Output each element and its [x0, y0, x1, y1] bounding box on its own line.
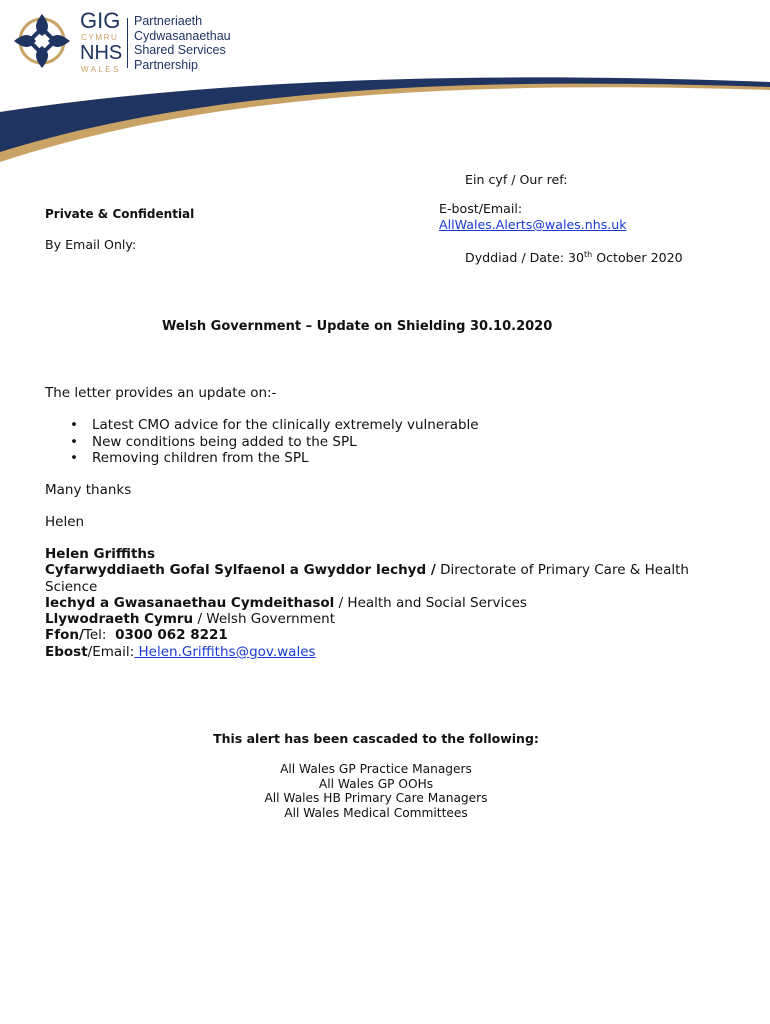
government-welsh: Llywodraeth Cymru — [45, 611, 194, 628]
date-line — [465, 250, 683, 265]
date-sup: th — [583, 250, 593, 259]
date-label: Dyddiad / Date: 30 — [465, 250, 584, 266]
our-ref-label: Ein cyf / Our ref: — [465, 172, 568, 187]
logo-line: Cydwasanaethau — [134, 28, 231, 43]
cascade-heading: This alert has been cascaded to the following: — [213, 731, 539, 746]
logo-nhs: NHS — [80, 42, 123, 64]
signature-name: Helen Griffiths — [45, 546, 156, 562]
tel-welsh: Ffon/ — [45, 627, 84, 644]
private-confidential: Private & Confidential — [45, 207, 195, 221]
date-rest: October 2020 — [592, 250, 683, 266]
by-email-only: By Email Only: — [45, 237, 137, 252]
department-english: / Health and Social Services — [334, 594, 527, 611]
logo-line: Partnership — [134, 57, 198, 72]
thanks-text: Many thanks — [45, 482, 132, 498]
government-english: / Welsh Government — [193, 611, 335, 628]
list-item: • New conditions being added to the SPL — [45, 434, 479, 451]
intro-text: The letter provides an update on:- — [45, 385, 277, 401]
directorate-welsh: Cyfarwyddiaeth Gofal Sylfaenol a Gwyddor Iechyd / — [45, 562, 436, 579]
email-label: E-bost/Email: — [439, 201, 523, 216]
logo-line: Partneriaeth — [134, 14, 203, 28]
signature-email-link[interactable]: Helen.Griffiths@gov.wales — [134, 643, 316, 660]
tel-number: 0300 062 8221 — [115, 627, 228, 644]
letter-title: Welsh Government – Update on Shielding 30.10.2020 — [162, 319, 553, 334]
recipient: All Wales GP Practice Managers — [280, 762, 472, 776]
logo-wales: WALES — [81, 65, 121, 74]
logo-gig: GIG — [80, 8, 121, 33]
recipient: All Wales GP OOHs — [318, 776, 434, 791]
list-item: • Removing children from the SPL — [45, 450, 479, 467]
recipient: All Wales Medical Committees — [284, 805, 468, 820]
update-list — [45, 417, 479, 467]
directorate-english: Directorate of Primary Care & Health Science — [45, 562, 689, 595]
signature-block — [45, 546, 705, 660]
alerts-email-link[interactable]: AllWales.Alerts@wales.nhs.uk — [439, 217, 627, 232]
email-welsh: Ebost — [45, 643, 88, 660]
list-item: • Latest CMO advice for the clinically extremely vulnerable — [45, 417, 479, 434]
department-welsh: Iechyd a Gwasanaethau Cymdeithasol — [45, 594, 335, 611]
recipient: All Wales HB Primary Care Managers — [264, 791, 488, 806]
signoff-name: Helen — [45, 514, 85, 530]
logo-line: Shared Services — [134, 43, 226, 57]
logo-cymru: CYMRU — [81, 33, 119, 42]
email-label: /Email: — [87, 643, 135, 660]
header-swoosh — [0, 57, 770, 170]
cascade-list — [0, 762, 752, 820]
tel-label: Tel: — [83, 627, 116, 644]
